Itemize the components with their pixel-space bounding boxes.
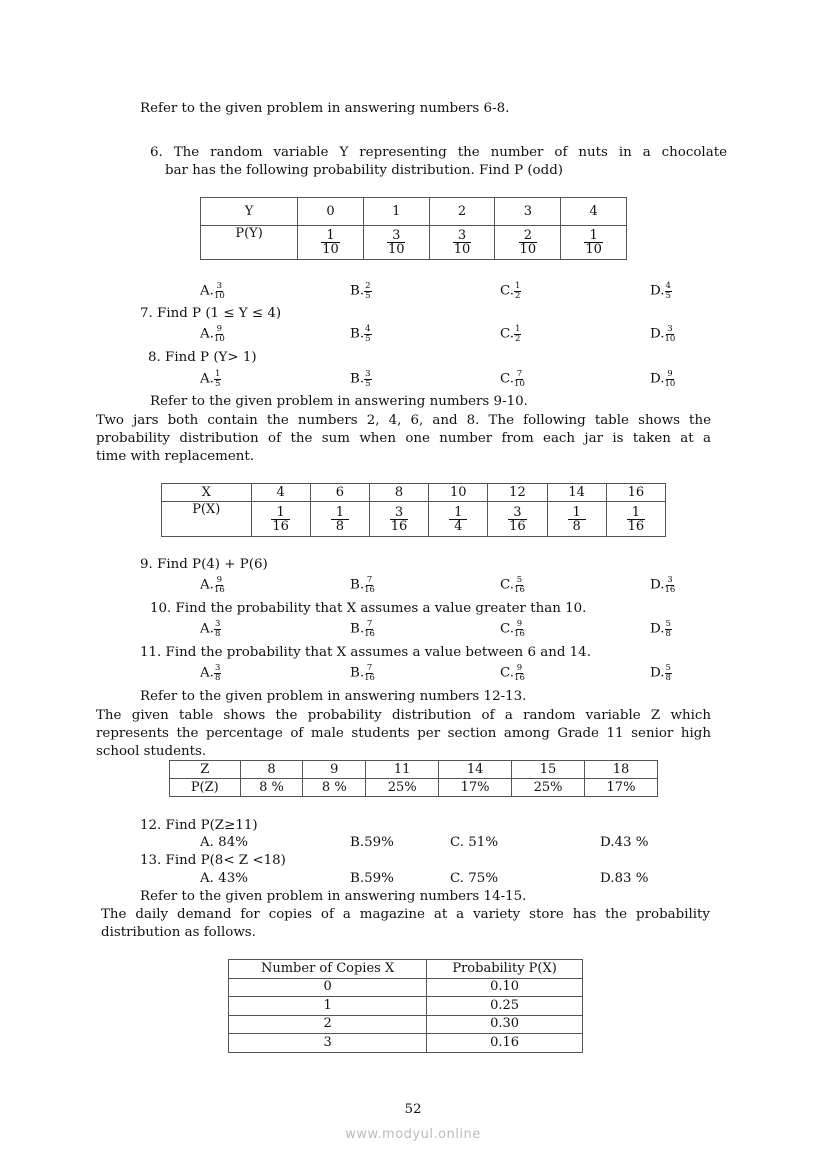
denominator: 10	[388, 242, 405, 257]
option-b	[350, 370, 372, 389]
option-letter: A.	[200, 665, 214, 681]
denominator: 16	[509, 518, 526, 534]
option-c	[500, 282, 521, 301]
fraction	[364, 664, 375, 682]
table-cell	[495, 226, 561, 260]
fraction	[387, 229, 405, 256]
fraction	[665, 576, 676, 594]
table-cell: 2	[229, 1015, 427, 1034]
option-letter: D.	[650, 283, 665, 299]
denominator: 16	[514, 584, 525, 595]
table-cell: 6	[310, 484, 369, 502]
q7-text: 7. Find P (1 ≤ Y ≤ 4)	[140, 306, 282, 321]
numerator: 1	[584, 229, 602, 243]
table-cell: 18	[584, 761, 657, 779]
numerator: 3	[453, 229, 471, 243]
option-letter: B.	[350, 371, 365, 387]
table-cell: 1	[229, 997, 427, 1016]
numerator: 9	[516, 619, 523, 629]
table-cell	[369, 502, 428, 537]
fraction	[390, 506, 408, 533]
option-letter: B.	[350, 326, 365, 342]
denominator: 16	[364, 584, 375, 595]
denominator: 16	[627, 518, 645, 534]
numerator: 3	[365, 369, 371, 379]
table-cell: 0.10	[427, 978, 583, 997]
option-a	[200, 282, 225, 301]
fraction	[214, 576, 225, 594]
numerator: 7	[366, 619, 373, 629]
fraction	[508, 506, 526, 533]
fraction	[271, 506, 289, 533]
denominator: 8	[214, 628, 221, 639]
option-d	[650, 576, 675, 595]
numerator: 9	[216, 575, 223, 585]
denominator: 16	[664, 584, 676, 595]
intro-12-13: Refer to the given problem in answering numbers 12-13.	[140, 689, 527, 704]
table-cell: P(Y)	[201, 226, 298, 260]
denominator: 16	[364, 628, 375, 639]
fraction	[514, 325, 521, 343]
denominator: 10	[664, 333, 676, 344]
table-cell	[429, 226, 495, 260]
option-b	[350, 325, 372, 344]
option-letter: B.	[350, 577, 365, 593]
option-c: C. 75%	[450, 871, 499, 886]
option-letter: A.	[200, 621, 214, 637]
option-d	[650, 282, 672, 301]
table-cell: 0.30	[427, 1015, 583, 1034]
denominator: 10	[585, 242, 602, 257]
table-cell	[429, 502, 488, 537]
option-letter: A.	[200, 577, 214, 593]
table-cell	[310, 502, 369, 537]
table-cell: Y	[201, 198, 298, 226]
option-letter: B.	[350, 665, 365, 681]
numerator: 1	[214, 369, 221, 379]
option-letter: C.	[500, 371, 515, 387]
denominator: 10	[664, 378, 676, 389]
table-cell: 3	[229, 1034, 427, 1053]
table-cell	[606, 502, 665, 537]
q8-text: 8. Find P (Y> 1)	[148, 350, 257, 365]
table-cell: 9	[303, 761, 366, 779]
option-letter: D.	[650, 621, 665, 637]
table-cell: Number of Copies X	[229, 960, 427, 979]
option-b	[350, 664, 375, 683]
table-cell: P(Z)	[170, 779, 241, 797]
table-cell	[298, 226, 364, 260]
table-cell	[488, 502, 547, 537]
table-cell	[363, 226, 429, 260]
fraction	[514, 664, 525, 682]
table-cell: 8	[240, 761, 303, 779]
option-letter: D.	[650, 326, 665, 342]
table-row	[229, 978, 583, 997]
table-row	[229, 1015, 583, 1034]
table-x-distribution	[161, 483, 666, 537]
denominator: 16	[364, 672, 375, 683]
numerator: 1	[449, 506, 467, 520]
fraction	[364, 576, 375, 594]
option-d: D.43 %	[600, 835, 649, 850]
table-cell	[547, 502, 606, 537]
q13-text: 13. Find P(8< Z <18)	[140, 853, 286, 868]
table-cell: 25%	[366, 779, 439, 797]
numerator: 5	[665, 619, 671, 629]
q9-text: 9. Find P(4) + P(6)	[140, 557, 268, 572]
fraction	[214, 620, 221, 638]
watermark: www.modyul.online	[345, 1127, 481, 1142]
paragraph-line: represents the percentage of male students per section among Grade 11 senior high	[96, 726, 711, 741]
denominator: 5	[365, 378, 371, 389]
numerator: 3	[214, 619, 221, 629]
denominator: 8	[665, 628, 671, 639]
table-cell	[251, 502, 310, 537]
table-cell: 17%	[439, 779, 512, 797]
option-letter: D.	[650, 665, 665, 681]
fraction	[665, 620, 672, 638]
denominator: 16	[514, 672, 525, 683]
intro-6-8: Refer to the given problem in answering numbers 6-8.	[140, 101, 510, 116]
numerator: 1	[568, 506, 586, 520]
denominator: 10	[322, 242, 339, 257]
option-d	[650, 370, 675, 389]
q10-text: 10. Find the probability that X assumes a value greater than 10.	[150, 601, 587, 616]
intro-14-15: Refer to the given problem in answering numbers 14-15.	[140, 889, 527, 904]
option-a	[200, 664, 221, 683]
option-letter: A.	[200, 326, 214, 342]
numerator: 2	[519, 229, 537, 243]
q6-text-line2: bar has the following probability distribution. Find P (odd)	[165, 163, 563, 178]
table-header-row	[229, 960, 583, 979]
table-cell: 0.25	[427, 997, 583, 1016]
numerator: 7	[366, 663, 373, 673]
option-letter: C.	[500, 326, 515, 342]
fraction	[449, 506, 467, 533]
paragraph-line: Two jars both contain the numbers 2, 4, 6, and 8. The following table shows the	[96, 413, 711, 428]
fraction	[665, 325, 676, 343]
table-cell: 8 %	[240, 779, 303, 797]
fraction	[364, 620, 375, 638]
fraction	[364, 325, 371, 343]
option-c	[500, 370, 525, 389]
table-header-row	[162, 484, 666, 502]
table-cell: 25%	[512, 779, 585, 797]
numerator: 2	[365, 281, 371, 291]
table-cell: Probability P(X)	[427, 960, 583, 979]
numerator: 3	[667, 575, 673, 585]
option-d: D.83 %	[600, 871, 649, 886]
paragraph-line: The daily demand for copies of a magazine at a variety store has the probability	[101, 907, 710, 922]
numerator: 3	[508, 506, 526, 520]
option-letter: C.	[500, 665, 515, 681]
option-d	[650, 664, 672, 683]
table-cell: 2	[429, 198, 495, 226]
option-letter: C.	[500, 621, 515, 637]
option-c	[500, 620, 525, 639]
table-cell	[561, 226, 627, 260]
table-cell: 0	[229, 978, 427, 997]
denominator: 5	[214, 378, 221, 389]
table-cell: 16	[606, 484, 665, 502]
denominator: 2	[515, 290, 521, 301]
table-cell: 4	[251, 484, 310, 502]
fraction	[514, 620, 525, 638]
option-b	[350, 620, 375, 639]
fraction	[568, 506, 586, 533]
fraction	[519, 229, 537, 256]
denominator: 10	[514, 378, 525, 389]
table-header-row	[170, 761, 658, 779]
fraction	[364, 370, 371, 388]
numerator: 3	[387, 229, 405, 243]
q11-text: 11. Find the probability that X assumes a value between 6 and 14.	[140, 645, 591, 660]
page-number: 52	[404, 1102, 422, 1117]
denominator: 10	[453, 242, 471, 257]
table-header-row	[201, 198, 627, 226]
option-d	[650, 620, 672, 639]
option-letter: D.	[650, 371, 665, 387]
numerator: 1	[627, 506, 645, 520]
table-row	[229, 997, 583, 1016]
table-prob-row	[162, 502, 666, 537]
fraction	[453, 229, 471, 256]
option-b	[350, 282, 372, 301]
paragraph-line: distribution as follows.	[101, 925, 256, 940]
numerator: 9	[667, 369, 673, 379]
table-row	[229, 1034, 583, 1053]
numerator: 4	[665, 281, 671, 291]
denominator: 5	[365, 333, 371, 344]
table-cell: 10	[429, 484, 488, 502]
fraction	[665, 664, 672, 682]
numerator: 5	[665, 663, 671, 673]
denominator: 2	[515, 333, 521, 344]
fraction	[364, 282, 371, 300]
option-letter: B.	[350, 621, 365, 637]
table-cell: 12	[488, 484, 547, 502]
option-letter: A.	[200, 371, 214, 387]
option-letter: D.	[650, 577, 665, 593]
option-a: A. 84%	[200, 835, 248, 850]
option-c	[500, 576, 525, 595]
q12-text: 12. Find P(Z≥11)	[140, 818, 258, 833]
table-cell: 0.16	[427, 1034, 583, 1053]
fraction	[321, 229, 339, 256]
denominator: 10	[213, 333, 225, 344]
denominator: 16	[213, 584, 225, 595]
denominator: 10	[519, 242, 537, 257]
numerator: 5	[516, 575, 523, 585]
option-b: B.59%	[350, 835, 394, 850]
fraction	[214, 370, 221, 388]
fraction	[214, 664, 221, 682]
denominator: 16	[514, 628, 525, 639]
option-d	[650, 325, 675, 344]
fraction	[214, 325, 225, 343]
paragraph-line: The given table shows the probability distribution of a random variable Z which	[96, 708, 711, 723]
denominator: 8	[214, 672, 221, 683]
denominator: 5	[665, 290, 671, 301]
fraction	[514, 282, 521, 300]
fraction	[665, 282, 672, 300]
numerator: 1	[515, 324, 521, 334]
table-cell: 11	[366, 761, 439, 779]
numerator: 1	[321, 229, 339, 243]
numerator: 7	[516, 369, 523, 379]
table-prob-row	[201, 226, 627, 260]
paragraph-line: time with replacement.	[96, 449, 255, 464]
table-cell: 0	[298, 198, 364, 226]
option-letter: C.	[500, 577, 515, 593]
table-cell: 14	[439, 761, 512, 779]
table-cell: Z	[170, 761, 241, 779]
fraction	[214, 282, 225, 300]
q6-text-line1: 6. The random variable Y representing the number of nuts in a chocolate	[150, 145, 727, 160]
option-c	[500, 664, 525, 683]
fraction	[584, 229, 602, 256]
option-b: B.59%	[350, 871, 394, 886]
denominator: 16	[272, 518, 289, 534]
fraction	[331, 506, 349, 533]
option-a	[200, 325, 225, 344]
table-cell: 15	[512, 761, 585, 779]
table-z-distribution	[169, 760, 658, 797]
numerator: 1	[271, 506, 289, 520]
denominator: 10	[213, 290, 225, 301]
denominator: 8	[665, 672, 671, 683]
table-cell: 8 %	[303, 779, 366, 797]
table-cell: X	[162, 484, 252, 502]
numerator: 1	[331, 506, 349, 520]
numerator: 4	[365, 324, 371, 334]
table-cell: 17%	[584, 779, 657, 797]
numerator: 9	[216, 324, 223, 334]
denominator: 8	[572, 518, 581, 534]
numerator: 3	[667, 324, 673, 334]
option-letter: C.	[500, 283, 515, 299]
fraction	[514, 370, 525, 388]
option-letter: A.	[200, 283, 214, 299]
numerator: 7	[366, 575, 373, 585]
numerator: 1	[515, 281, 521, 291]
table-cell: 8	[369, 484, 428, 502]
denominator: 5	[365, 290, 371, 301]
table-cell: P(X)	[162, 502, 252, 537]
intro-9-10: Refer to the given problem in answering numbers 9-10.	[150, 394, 528, 409]
numerator: 3	[390, 506, 408, 520]
fraction	[627, 506, 645, 533]
table-cell: 3	[495, 198, 561, 226]
table-y-distribution	[200, 197, 627, 260]
denominator: 8	[335, 518, 344, 534]
table-row	[170, 779, 658, 797]
denominator: 4	[454, 518, 463, 534]
fraction	[514, 576, 525, 594]
numerator: 9	[516, 663, 523, 673]
numerator: 3	[216, 281, 223, 291]
denominator: 16	[390, 518, 408, 534]
table-cell: 4	[561, 198, 627, 226]
option-b	[350, 576, 375, 595]
option-letter: B.	[350, 283, 365, 299]
option-a	[200, 370, 221, 389]
option-c	[500, 325, 521, 344]
numerator: 3	[214, 663, 221, 673]
table-magazine-demand	[228, 959, 583, 1053]
fraction	[665, 370, 676, 388]
option-a: A. 43%	[200, 871, 248, 886]
table-cell: 14	[547, 484, 606, 502]
table-cell: 1	[363, 198, 429, 226]
option-c: C. 51%	[450, 835, 499, 850]
option-a	[200, 576, 225, 595]
paragraph-line: school students.	[96, 744, 207, 759]
option-a	[200, 620, 221, 639]
paragraph-line: probability distribution of the sum when one number from each jar is taken at a	[96, 431, 711, 446]
